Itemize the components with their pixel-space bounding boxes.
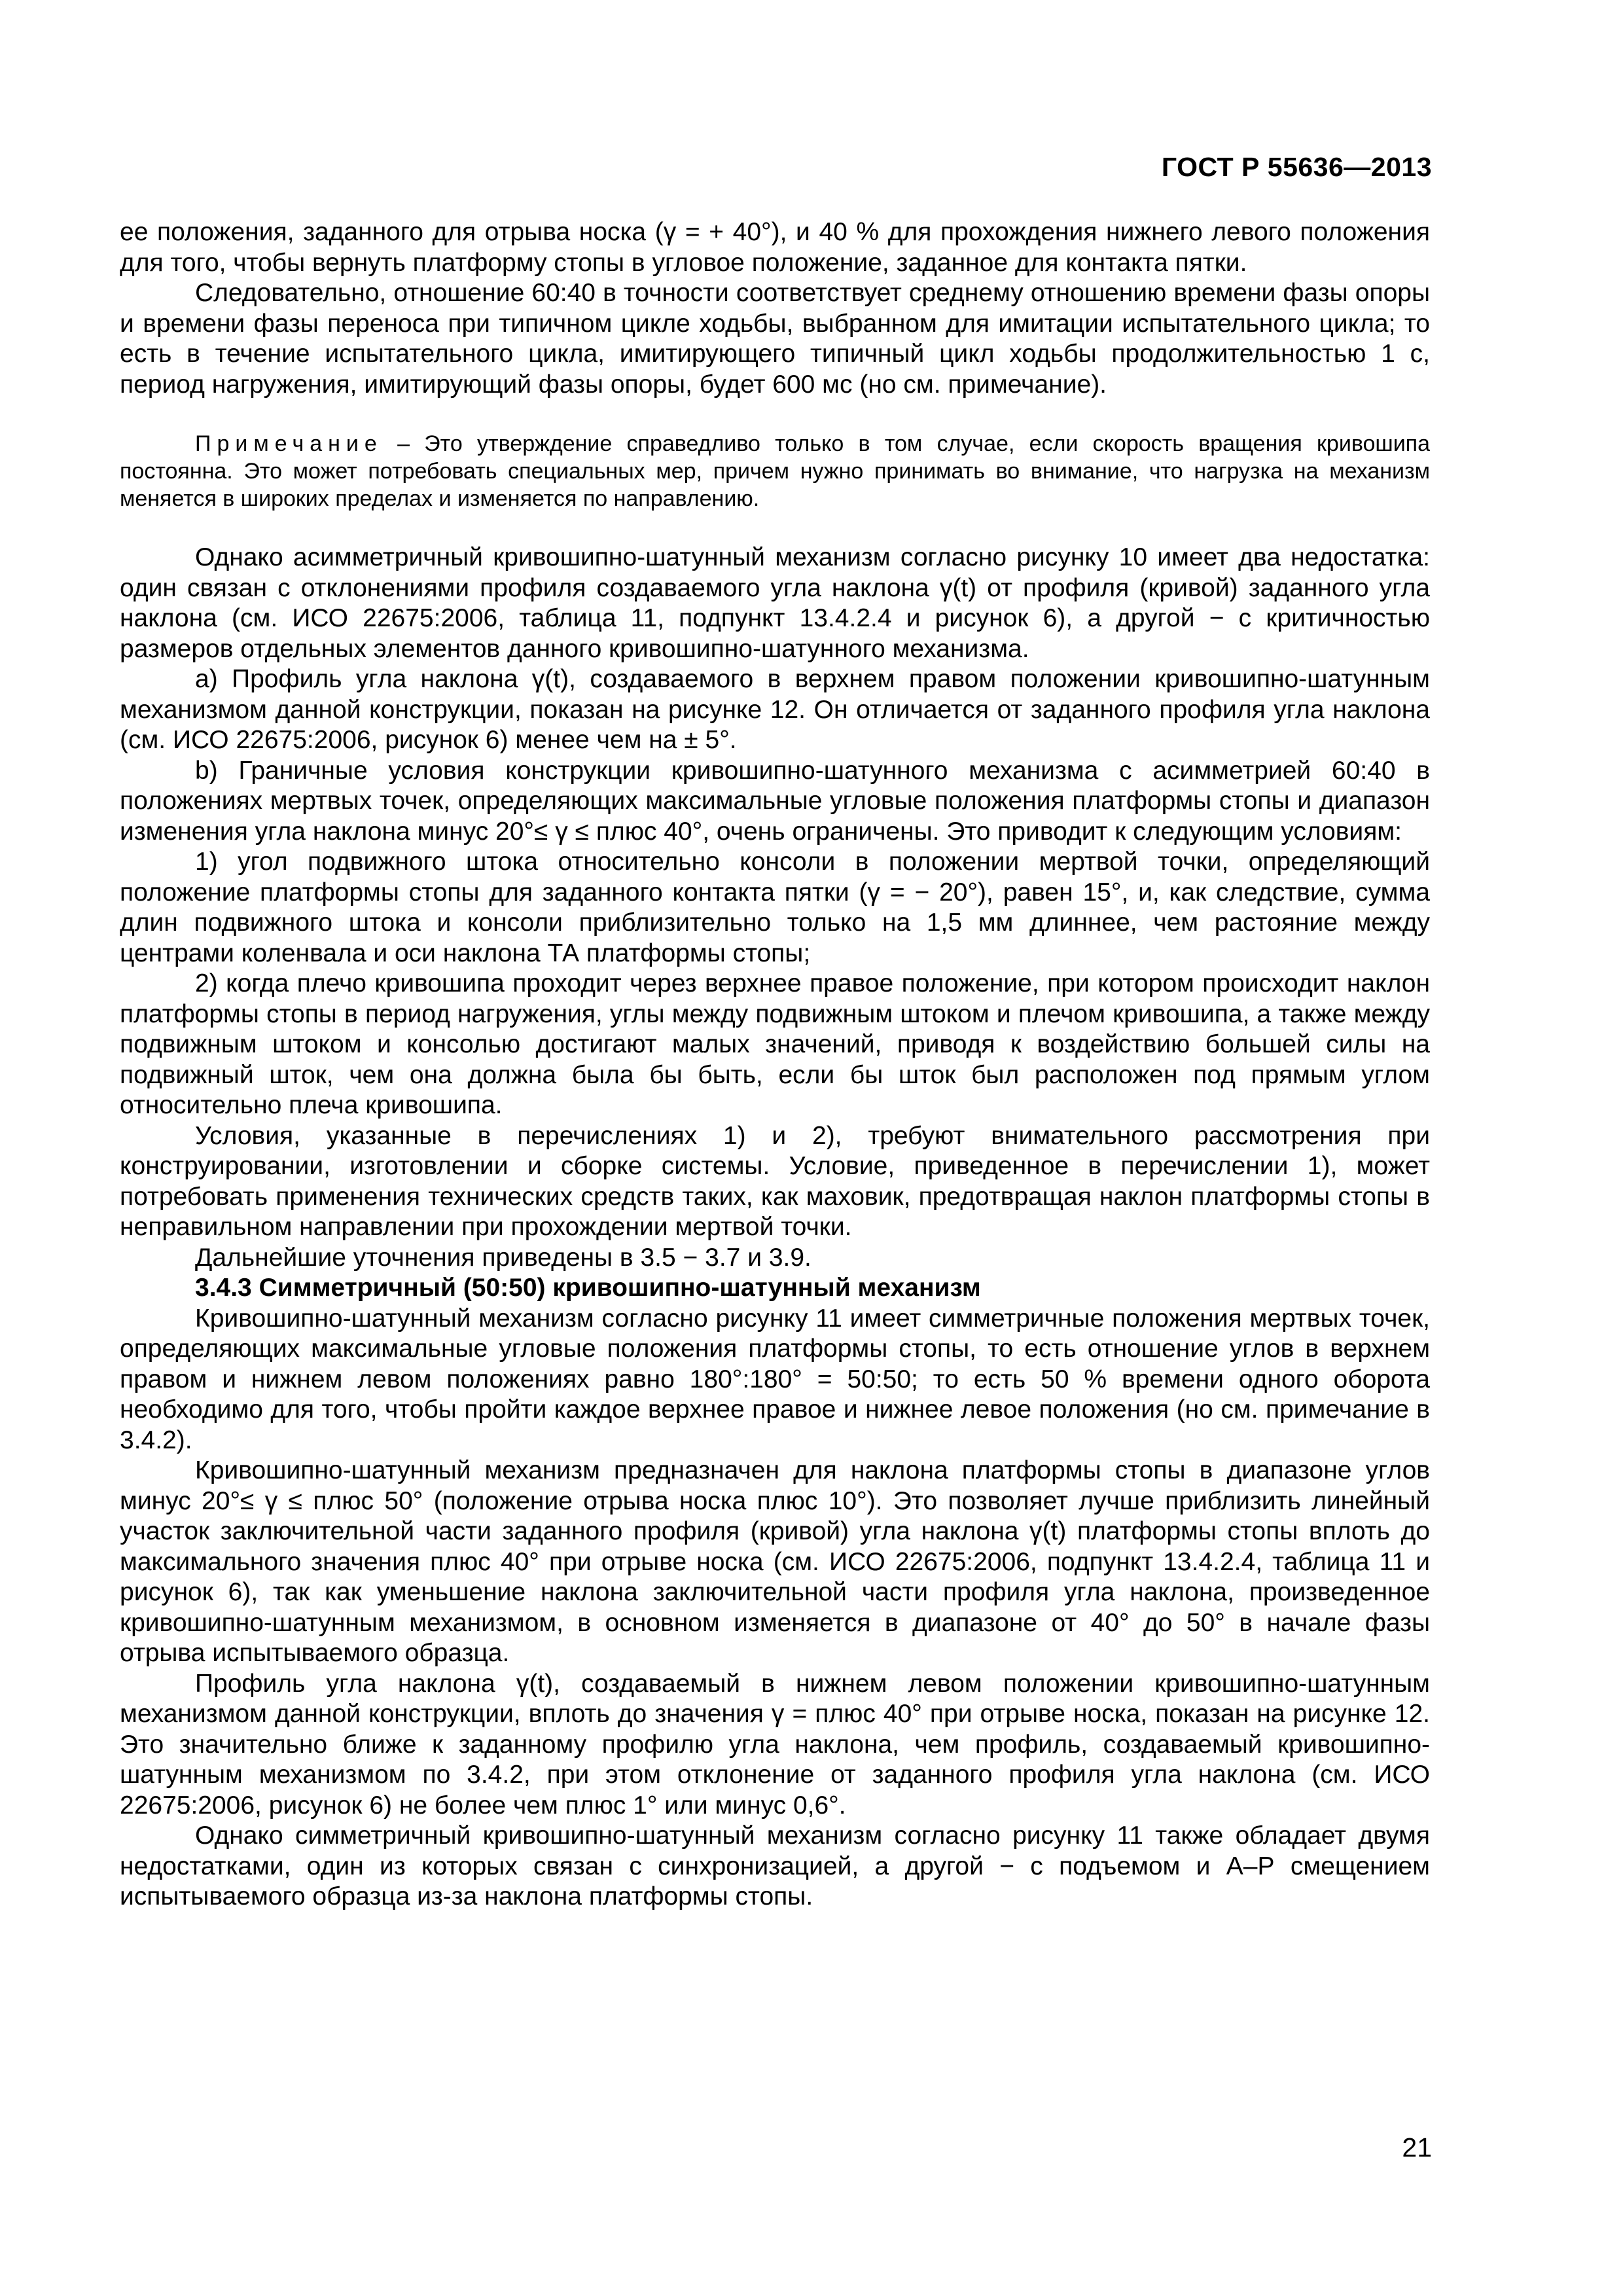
paragraph: Профиль угла наклона γ(t), создаваемый в нижнем левом положении кривошипно-шатунным механизмом данной конструкции, вплоть до значения γ = плюс 40° при отрыве носка, показан на рисунке 12. Это значительно ближе к заданному профилю угла наклона, чем профиль, создаваемый кривошипно-шатунным механизмом по 3.4.2, при этом отклонение от заданного профиля угла наклона (см. ИСО 22675:2006, рисунок 6) не более чем плюс 1° или минус 0,6°. xyxy=(120,1669,1430,1820)
page-number: 21 xyxy=(1402,2132,1432,2162)
paragraph: Кривошипно-шатунный механизм предназначен для наклона платформы стопы в диапазоне углов минус 20°≤ γ ≤ плюс 50° (положение отрыва носка плюс 10°). Это позволяет лучше приблизить линейный участок заключительной части заданного профиля (кривой) угла наклона γ(t) платформы стопы вплоть до максимального значения плюс 40° при отрыве носка (см. ИСО 22675:2006, подпункт 13.4.2.4, таблица 11 и рисунок 6), так как уменьшение наклона заключительной части профиля угла наклона, произведенное кривошипно-шатунным механизмом, в основном изменяется в диапазоне от 40° до 50° в начале фазы отрыва испытываемого образца. xyxy=(120,1456,1430,1667)
list-item-1: 1) угол подвижного штока относительно консоли в положении мертвой точки, определяющий положение платформы стопы для заданного контакта пятки (γ = − 20°), равен 15°, и, как следствие, сумма длин подвижного штока и консоли приблизительно только на 1,5 мм длиннее, чем растояние между центрами коленвала и оси наклона ТА платформы стопы; xyxy=(120,848,1430,967)
note xyxy=(120,430,1430,512)
paragraph: Условия, указанные в перечислениях 1) и 2), требуют внимательного рассмотрения при конструировании, изготовлении и сборке системы. Условие, приведенное в перечислении 1), может потребовать применения технических средств таких, как маховик, предотвращая наклон платформы стопы в неправильном направлении при прохождении мертвой точки. xyxy=(120,1121,1430,1241)
paragraph: Следовательно, отношение 60:40 в точности соответствует среднему отношению времени фазы опоры и времени фазы переноса при типичном цикле ходьбы, выбранном для имитации испытательного цикла; то есть в течение испытательного цикла, имитирующего типичный цикл ходьбы продолжительностью 1 с, период нагружения, имитирующий фазы опоры, будет 600 мс (но см. примечание). xyxy=(120,279,1430,399)
document-standard-id: ГОСТ Р 55636—2013 xyxy=(1161,152,1432,182)
paragraph: Однако асимметричный кривошипно-шатунный механизм согласно рисунку 10 имеет два недостатка: один связан с отклонениями профиля создаваемого угла наклона γ(t) от профиля (кривой) заданного угла наклона (см. ИСО 22675:2006, таблица 11, подпункт 13.4.2.4 и рисунок 6), а другой − с критичностью размеров отдельных элементов данного кривошипно-шатунного механизма. xyxy=(120,543,1430,663)
paragraph: Однако симметричный кривошипно-шатунный механизм согласно рисунку 11 также обладает двумя недостатками, один из которых связан с синхронизацией, а другой − с подъемом и А–Р смещением испытываемого образца из-за наклона платформы стопы. xyxy=(120,1821,1430,1910)
page-body xyxy=(120,217,1430,1912)
note-text: – Это утверждение справедливо только в том случае, если скорость вращения кривошипа постоянна. Это может потребовать специальных мер, причем нужно принимать во внимание, что нагрузка на механизм меняется в широких пределах и изменяется по направлению. xyxy=(120,431,1430,511)
list-item-a: a) Профиль угла наклона γ(t), создаваемого в верхнем правом положении кривошипно-шатунным механизмом данной конструкции, показан на рисунке 12. Он отличается от заданного профиля угла наклона (см. ИСО 22675:2006, рисунок 6) менее чем на ± 5°. xyxy=(120,665,1430,754)
paragraph: Дальнейшие уточнения приведены в 3.5 − 3.7 и 3.9. xyxy=(195,1243,812,1272)
section-heading: 3.4.3 Симметричный (50:50) кривошипно-шатунный механизм xyxy=(195,1274,981,1302)
paragraph: ее положения, заданного для отрыва носка (γ = + 40°), и 40 % для прохождения нижнего левого положения для того, чтобы вернуть платформу стопы в угловое положение, заданное для контакта пятки. xyxy=(120,218,1430,277)
list-item-b: b) Граничные условия конструкции кривошипно-шатунного механизма с асимметрией 60:40 в положениях мертвых точек, определяющих максимальные угловые положения платформы стопы и диапазон изменения угла наклона минус 20°≤ γ ≤ плюс 40°, очень ограничены. Это приводит к следующим условиям: xyxy=(120,756,1430,846)
paragraph: Кривошипно-шатунный механизм согласно рисунку 11 имеет симметричные положения мертвых точек, определяющих максимальные угловые положения платформы стопы, то есть отношение углов в верхнем правом и нижнем левом положениях равно 180°:180° = 50:50; то есть 50 % времени одного оборота необходимо для того, чтобы пройти каждое верхнее правое и нижнее левое положения (но см. примечание в 3.4.2). xyxy=(120,1304,1430,1454)
list-item-2: 2) когда плечо кривошипа проходит через верхнее правое положение, при котором происходит наклон платформы стопы в период нагружения, углы между подвижным штоком и плечом кривошипа, а также между подвижным штоком и консолью достигают малых значений, приводя к воздействию большей силы на подвижный шток, чем она должна была бы быть, если бы шток был расположен под прямым углом относительно плеча кривошипа. xyxy=(120,969,1430,1119)
note-label: Примечание xyxy=(195,431,383,456)
